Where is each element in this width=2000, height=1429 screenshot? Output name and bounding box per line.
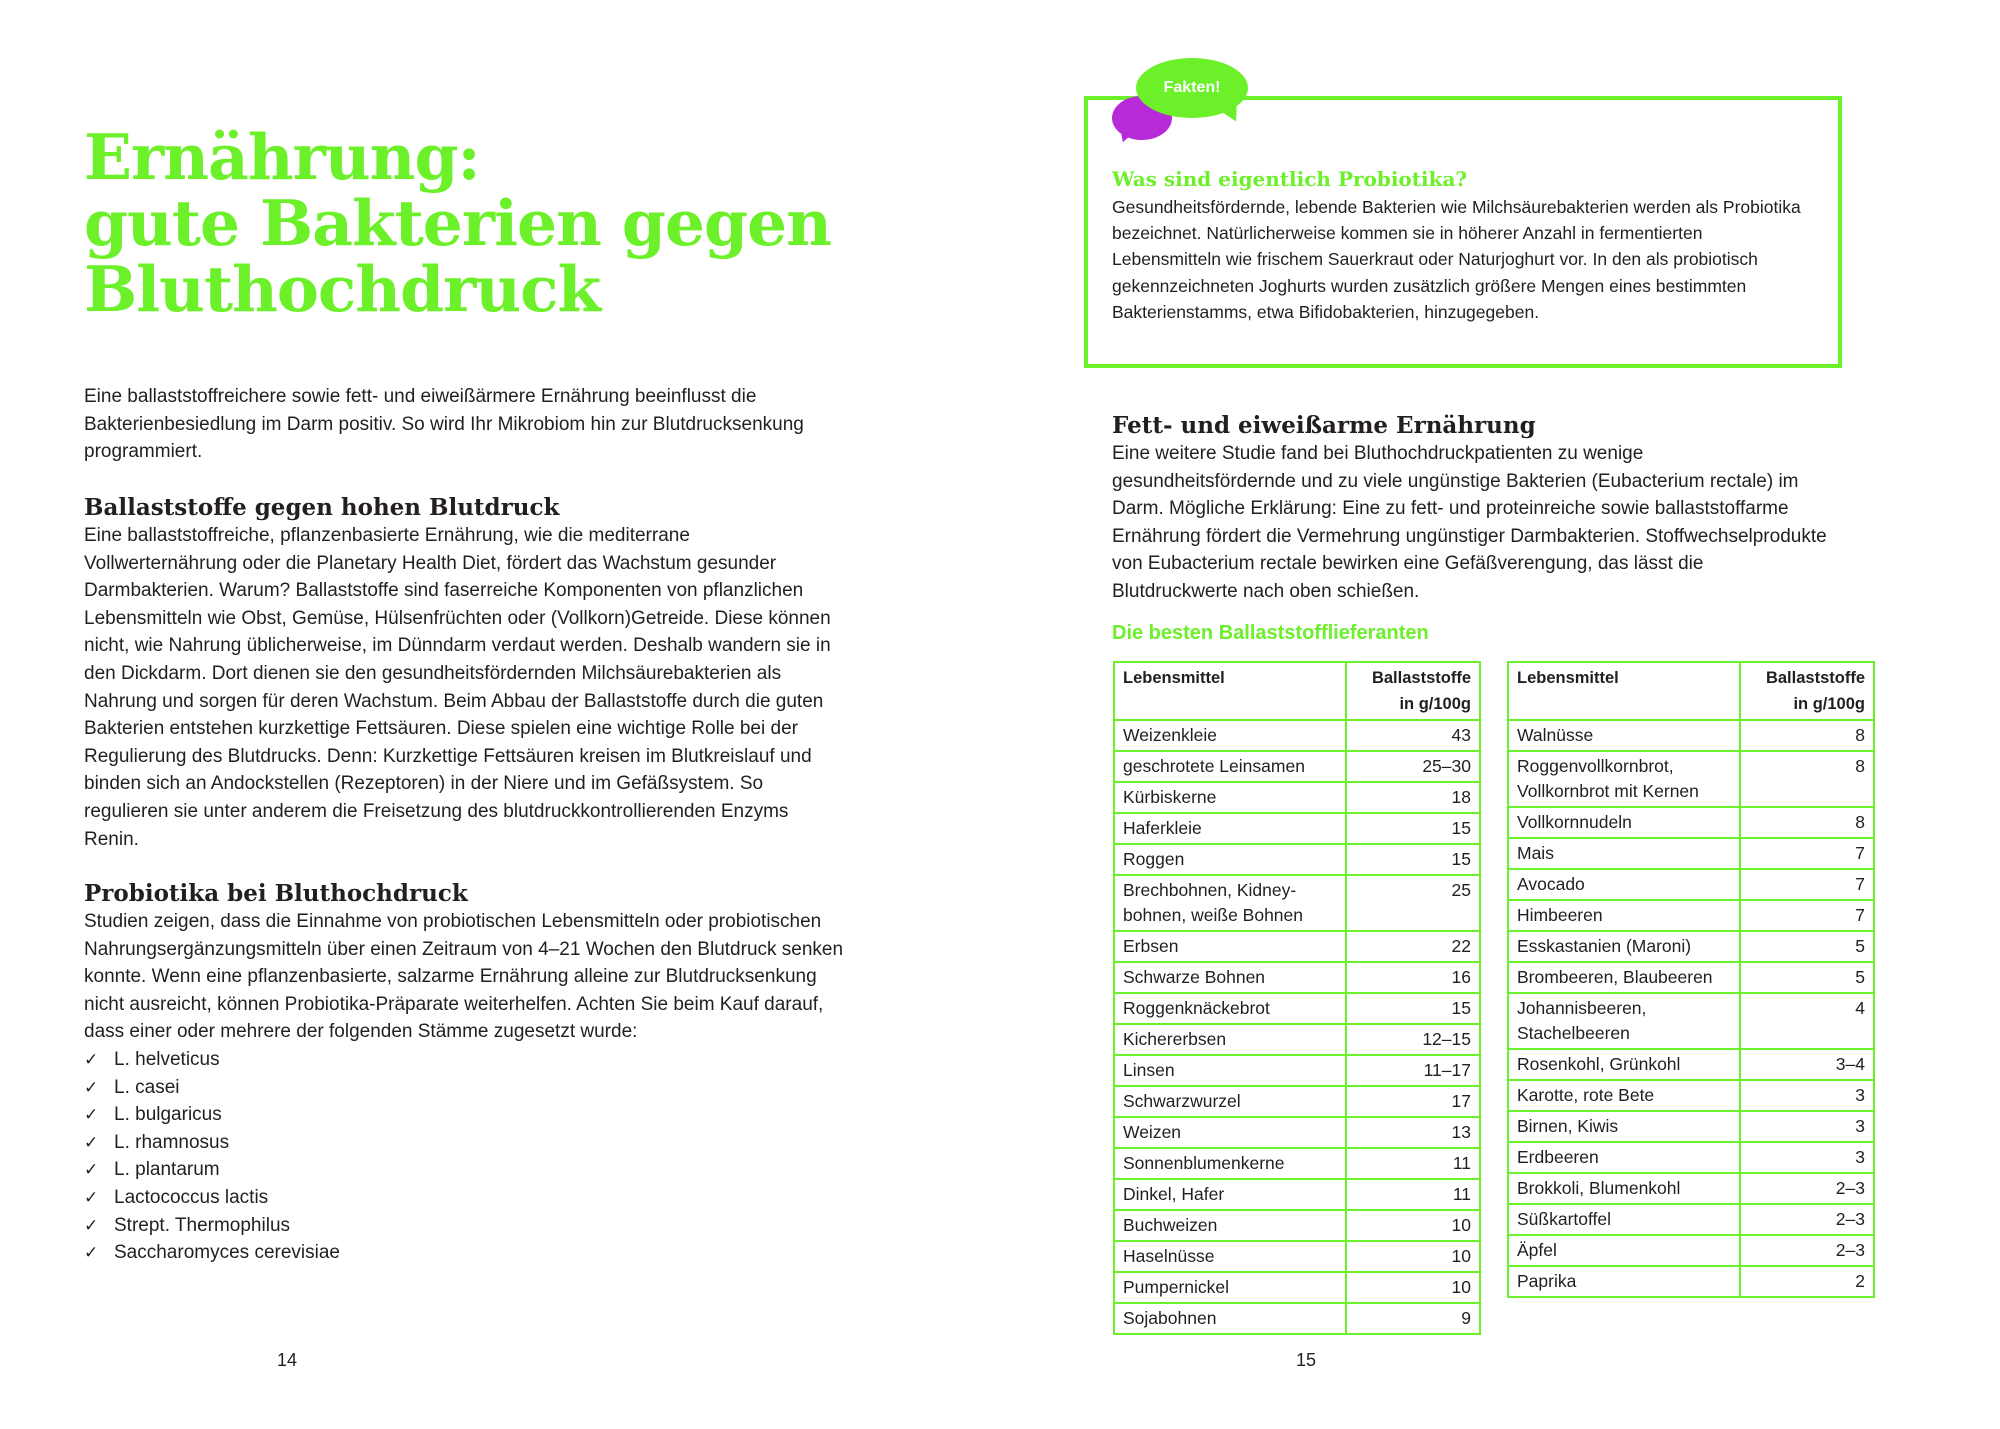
food-cell: Buchweizen: [1114, 1210, 1346, 1241]
section-heading: Probiotika bei Bluthochdruck: [84, 880, 468, 907]
table-row: [1114, 1303, 1480, 1334]
fiber-amount-cell: 3–4: [1740, 1049, 1874, 1080]
fiber-amount-cell: 22: [1346, 931, 1480, 962]
table-row: [1508, 720, 1874, 751]
fiber-amount-cell: 2–3: [1740, 1235, 1874, 1266]
list-item: [84, 1046, 844, 1074]
checkmark-icon: ✓: [84, 1132, 99, 1152]
table-row: [1114, 751, 1480, 782]
food-cell: Sonnenblumenkerne: [1114, 1148, 1346, 1179]
food-cell: Birnen, Kiwis: [1508, 1111, 1740, 1142]
table-row: [1508, 931, 1874, 962]
food-cell: Avocado: [1508, 869, 1740, 900]
fiber-amount-cell: 43: [1346, 720, 1480, 751]
table-row: [1508, 751, 1874, 807]
fiber-amount-cell: 7: [1740, 900, 1874, 931]
food-cell: Brombeeren, Blaubeeren: [1508, 962, 1740, 993]
food-cell: Roggenvollkornbrot, Vollkornbrot mit Kernen: [1508, 751, 1740, 807]
food-cell: Rosenkohl, Grünkohl: [1508, 1049, 1740, 1080]
food-cell: Esskastanien (Maroni): [1508, 931, 1740, 962]
table-row: [1508, 1049, 1874, 1080]
list-item: [84, 1074, 844, 1102]
table-row: [1114, 1024, 1480, 1055]
table-row: [1508, 1173, 1874, 1204]
checkmark-icon: ✓: [84, 1243, 99, 1263]
food-cell: geschrotete Leinsamen: [1114, 751, 1346, 782]
food-cell: Walnüsse: [1508, 720, 1740, 751]
food-cell: Haselnüsse: [1114, 1241, 1346, 1272]
fiber-amount-cell: 25–30: [1346, 751, 1480, 782]
fiber-amount-cell: 8: [1740, 807, 1874, 838]
table-row: [1508, 900, 1874, 931]
table-row: [1508, 1235, 1874, 1266]
fiber-amount-cell: 12–15: [1346, 1024, 1480, 1055]
table-row: [1114, 813, 1480, 844]
checkmark-icon: ✓: [84, 1049, 99, 1069]
table-row: [1114, 844, 1480, 875]
table-row: [1114, 1055, 1480, 1086]
food-cell: Schwarzwurzel: [1114, 1086, 1346, 1117]
table-row: [1508, 807, 1874, 838]
table-row: [1114, 1117, 1480, 1148]
checkmark-icon: ✓: [84, 1187, 99, 1207]
fiber-amount-cell: 15: [1346, 844, 1480, 875]
strain-name: Strept. Thermophilus: [114, 1214, 291, 1236]
strain-name: Lactococcus lactis: [114, 1186, 269, 1208]
checkmark-icon: ✓: [84, 1105, 99, 1125]
fiber-amount-cell: 10: [1346, 1272, 1480, 1303]
food-cell: Vollkornnudeln: [1508, 807, 1740, 838]
section-heading: Ballaststoffe gegen hohen Blutdruck: [84, 494, 560, 521]
column-header: Ballaststoffe in g/100g: [1740, 662, 1874, 720]
food-cell: Brechbohnen, Kidney-bohnen, weiße Bohnen: [1114, 875, 1346, 931]
food-cell: Roggen: [1114, 844, 1346, 875]
table-row: [1508, 838, 1874, 869]
section-probiotika: [84, 880, 844, 1267]
fiber-amount-cell: 4: [1740, 993, 1874, 1049]
section-text: Eine weitere Studie fand bei Bluthochdruckpatienten zu wenige gesundheitsfördernde und zu viele ungünstige Bakterien (Eubacterium rectale) im Darm. Mögliche Erklärung: Eine zu fett- und proteinreiche sowie ballaststoffarme Ernährung fördert die Vermehrung ungünstiger Darmbakterien. Stoffwechselprodukte von Eubacterium rectale bewirken eine Gefäßverengung, das lässt die Blutdruckwerte nach oben schießen.: [1112, 443, 1827, 602]
title-line-2: gute Bakterien gegen: [84, 186, 831, 260]
fiber-amount-cell: 2–3: [1740, 1173, 1874, 1204]
fiber-amount-cell: 13: [1346, 1117, 1480, 1148]
table-row: [1508, 1080, 1874, 1111]
title-line-1: Ernährung:: [84, 120, 480, 194]
fiber-amount-cell: 3: [1740, 1142, 1874, 1173]
fiber-amount-cell: 11–17: [1346, 1055, 1480, 1086]
fiber-amount-cell: 2: [1740, 1266, 1874, 1297]
table-row: [1114, 1148, 1480, 1179]
facts-badge: Fakten!: [1136, 58, 1248, 118]
fiber-table-left: [1113, 661, 1481, 1335]
strain-name: L. plantarum: [114, 1159, 220, 1181]
table-header-row: [1508, 662, 1874, 720]
table-row: [1114, 720, 1480, 751]
table-row: [1508, 1111, 1874, 1142]
food-cell: Roggenknäckebrot: [1114, 993, 1346, 1024]
table-row: [1508, 1204, 1874, 1235]
strain-name: L. bulgaricus: [114, 1104, 222, 1126]
table-body: [1508, 720, 1874, 1297]
food-cell: Erdbeeren: [1508, 1142, 1740, 1173]
food-cell: Karotte, rote Bete: [1508, 1080, 1740, 1111]
food-cell: Weizenkleie: [1114, 720, 1346, 751]
table-row: [1114, 1210, 1480, 1241]
table-body: [1114, 720, 1480, 1334]
title-line-3: Bluthochdruck: [84, 252, 601, 326]
table-row: [1114, 875, 1480, 931]
section-text: Eine ballaststoffreiche, pflanzenbasierte Ernährung, wie die mediterrane Vollwerternährung oder die Planetary Health Diet, fördert das Wachstum gesunder Darmbakterien. Warum? Ballaststoffe sind faserreiche Komponenten von pflanzlichen Lebensmitteln wie Obst, Gemüse, Hülsenfrüchten oder (Vollkorn)Getreide. Diese können nicht, wie Nahrung üblicherweise, im Dünndarm verdaut werden. Deshalb wandern sie in den Dickdarm. Dort dienen sie den gesundheitsfördernden Milchsäurebakterien als Nahrung und sorgen für deren Wachstum. Beim Abbau der Ballaststoffe durch die guten Bakterien entstehen kurzkettige Fettsäuren. Diese spielen eine wichtige Rolle bei der Regulierung des Blutdrucks. Denn: Kurzkettige Fettsäuren kreisen im Blutkreislauf und binden sich an Andockstellen (Rezeptoren) in der Niere und im Gefäßsystem. So regulieren sie unter anderem die Freisetzung des blutdruckkontrollierenden Enzyms Renin.: [84, 525, 831, 850]
food-cell: Weizen: [1114, 1117, 1346, 1148]
list-item: [84, 1129, 844, 1157]
table-row: [1508, 993, 1874, 1049]
food-cell: Sojabohnen: [1114, 1303, 1346, 1334]
fiber-amount-cell: 16: [1346, 962, 1480, 993]
fiber-amount-cell: 11: [1346, 1148, 1480, 1179]
fiber-amount-cell: 18: [1346, 782, 1480, 813]
strain-name: L. casei: [114, 1076, 180, 1098]
fiber-amount-cell: 3: [1740, 1080, 1874, 1111]
food-cell: Mais: [1508, 838, 1740, 869]
facts-heading: Was sind eigentlich Probiotika?: [1112, 167, 1468, 191]
list-item: [84, 1212, 844, 1240]
list-item: [84, 1239, 844, 1267]
list-item: [84, 1184, 844, 1212]
table-row: [1114, 962, 1480, 993]
table-row: [1114, 931, 1480, 962]
fiber-amount-cell: 15: [1346, 993, 1480, 1024]
food-cell: Erbsen: [1114, 931, 1346, 962]
fiber-amount-cell: 10: [1346, 1241, 1480, 1272]
section-heading: Fett- und eiweißarme Ernährung: [1112, 412, 1536, 439]
food-cell: Haferkleie: [1114, 813, 1346, 844]
food-cell: Kichererbsen: [1114, 1024, 1346, 1055]
page-number: 14: [277, 1350, 298, 1370]
column-header: Lebensmittel: [1114, 662, 1346, 720]
table-header-row: [1114, 662, 1480, 720]
fiber-amount-cell: 7: [1740, 838, 1874, 869]
page-number: 15: [1296, 1350, 1317, 1370]
food-cell: Süßkartoffel: [1508, 1204, 1740, 1235]
food-cell: Kürbiskerne: [1114, 782, 1346, 813]
section-ballaststoffe: [84, 494, 844, 853]
fiber-amount-cell: 3: [1740, 1111, 1874, 1142]
food-cell: Brokkoli, Blumenkohl: [1508, 1173, 1740, 1204]
strain-name: Saccharomyces cerevisiae: [114, 1242, 340, 1264]
list-item: [84, 1101, 844, 1129]
fiber-amount-cell: 9: [1346, 1303, 1480, 1334]
fiber-amount-cell: 5: [1740, 931, 1874, 962]
section-text: Studien zeigen, dass die Einnahme von probiotischen Lebensmitteln oder probiotischen Nahrungsergänzungsmitteln über einen Zeitraum von 4–21 Wochen den Blutdruck senken konnte. Wenn eine pflanzenbasierte, salzarme Ernährung alleine zur Blutdrucksenkung nicht ausreicht, können Probiotika-Präparate weiterhelfen. Achten Sie beim Kauf darauf, dass einer oder mehrere der folgenden Stämme zugesetzt wurde:: [84, 911, 844, 1043]
fiber-table-right: [1507, 661, 1875, 1298]
intro-paragraph: Eine ballaststoffreichere sowie fett- und eiweißärmere Ernährung beeinflusst die Bakterienbesiedlung im Darm positiv. So wird Ihr Mikrobiom hin zur Blutdrucksenkung programmiert.: [84, 386, 804, 463]
food-cell: Himbeeren: [1508, 900, 1740, 931]
section-fett-eiweiss: [1112, 412, 1832, 606]
strain-list: [84, 1046, 844, 1267]
column-header: Ballaststoffe in g/100g: [1346, 662, 1480, 720]
fiber-amount-cell: 8: [1740, 751, 1874, 807]
fiber-amount-cell: 11: [1346, 1179, 1480, 1210]
table-row: [1508, 869, 1874, 900]
page-title: [84, 120, 904, 326]
fiber-amount-cell: 17: [1346, 1086, 1480, 1117]
column-header: Lebensmittel: [1508, 662, 1740, 720]
fiber-amount-cell: 7: [1740, 869, 1874, 900]
food-cell: Äpfel: [1508, 1235, 1740, 1266]
table-row: [1508, 1266, 1874, 1297]
table-row: [1508, 1142, 1874, 1173]
checkmark-icon: ✓: [84, 1160, 99, 1180]
strain-name: L. rhamnosus: [114, 1131, 230, 1153]
food-cell: Johannisbeeren, Stachelbeeren: [1508, 993, 1740, 1049]
table-row: [1114, 1241, 1480, 1272]
table-row: [1114, 1179, 1480, 1210]
fiber-amount-cell: 2–3: [1740, 1204, 1874, 1235]
table-row: [1114, 1272, 1480, 1303]
checkmark-icon: ✓: [84, 1215, 99, 1235]
facts-text: Gesundheitsfördernde, lebende Bakterien wie Milchsäurebakterien werden als Probiotika bezeichnet. Natürlicherweise kommen sie in höherer Anzahl in fermentierten Lebensmitteln wie frischem Sauerkraut oder Naturjoghurt vor. In den als probiotisch gekennzeichneten Joghurts wurden zusätzlich größere Mengen eines bestimmten Bakterienstamms, etwa Bifidobakterien, hinzugegeben.: [1112, 197, 1801, 322]
table-row: [1114, 1086, 1480, 1117]
right-page: [1000, 0, 2000, 1429]
table-title: Die besten Ballaststofflieferanten: [1112, 622, 1429, 644]
fiber-amount-cell: 10: [1346, 1210, 1480, 1241]
table-row: [1114, 993, 1480, 1024]
list-item: [84, 1156, 844, 1184]
strain-name: L. helveticus: [114, 1048, 220, 1070]
food-cell: Schwarze Bohnen: [1114, 962, 1346, 993]
table-row: [1114, 782, 1480, 813]
fiber-amount-cell: 25: [1346, 875, 1480, 931]
table-row: [1508, 962, 1874, 993]
fiber-amount-cell: 15: [1346, 813, 1480, 844]
food-cell: Dinkel, Hafer: [1114, 1179, 1346, 1210]
fiber-amount-cell: 5: [1740, 962, 1874, 993]
fiber-amount-cell: 8: [1740, 720, 1874, 751]
food-cell: Linsen: [1114, 1055, 1346, 1086]
food-cell: Paprika: [1508, 1266, 1740, 1297]
checkmark-icon: ✓: [84, 1077, 99, 1097]
food-cell: Pumpernickel: [1114, 1272, 1346, 1303]
